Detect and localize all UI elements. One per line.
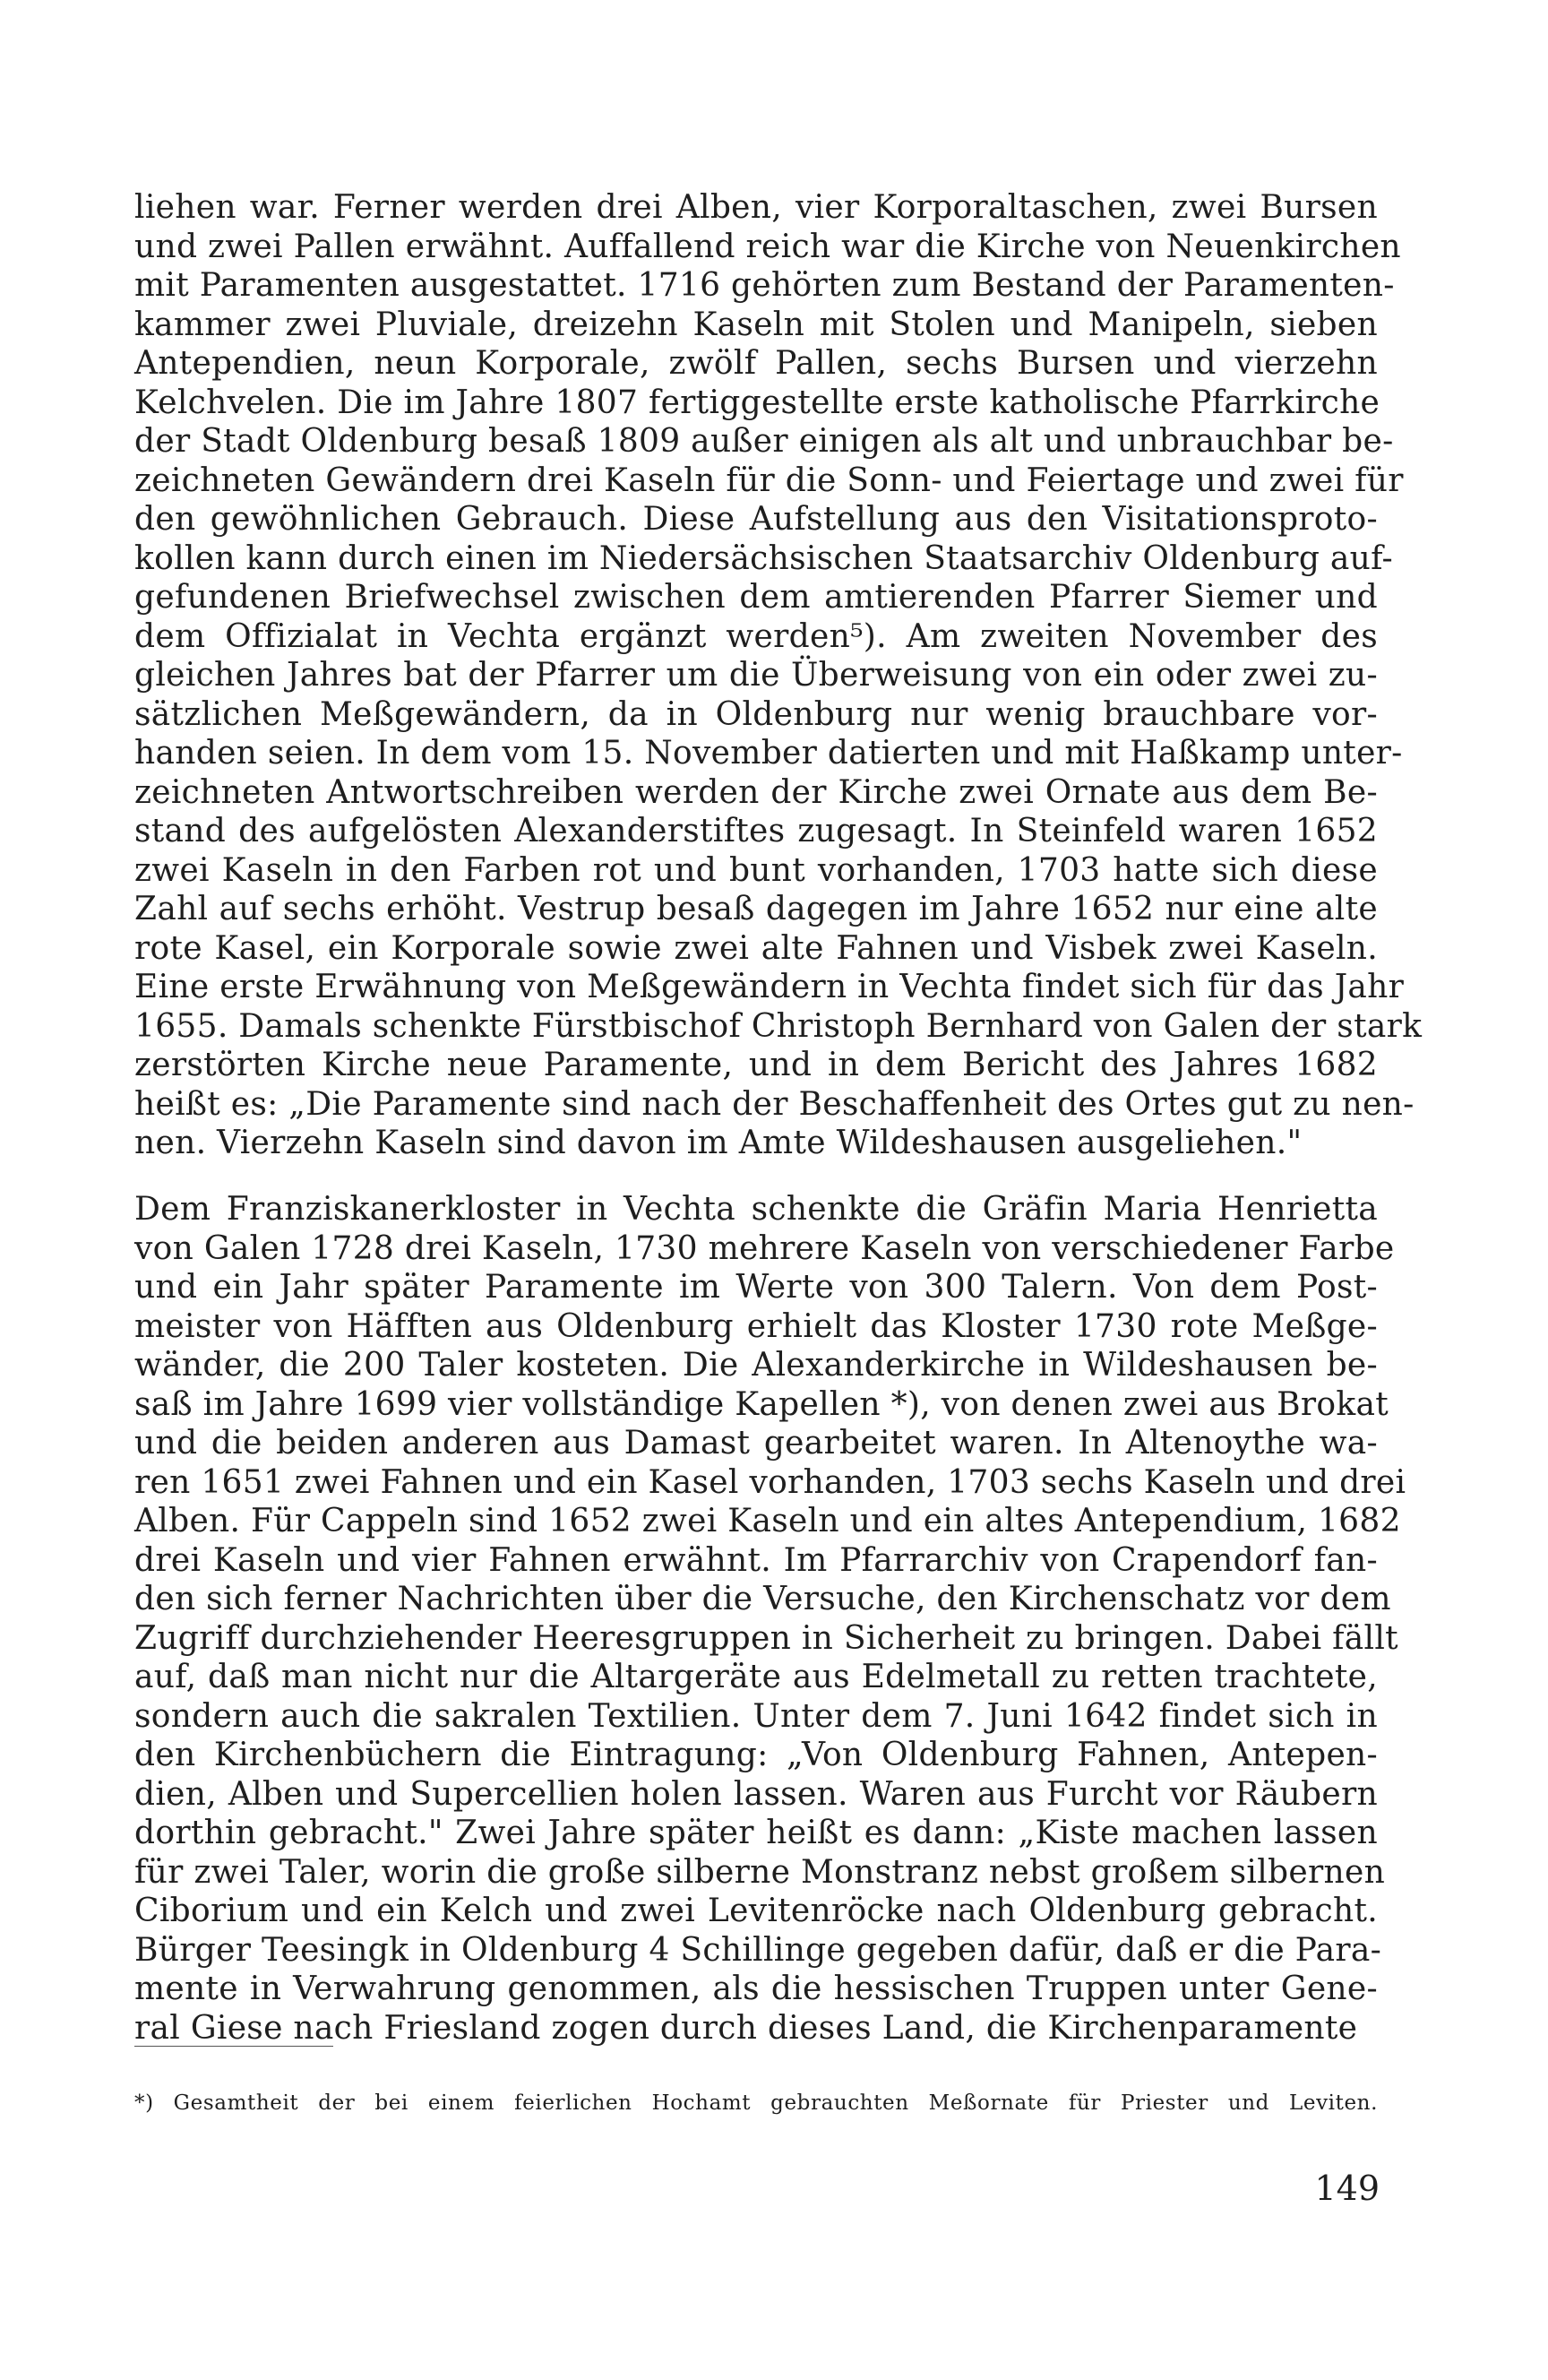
page-number: 149 <box>1314 2169 1380 2208</box>
text-line: nen. Vierzehn Kaseln sind davon im Amte Wildeshausen ausgeliehen." <box>134 1125 1303 1161</box>
footnote-separator <box>134 2046 333 2047</box>
text-line: rote Kasel, ein Korporale sowie zwei alte Fahnen und Visbek zwei Kaseln. <box>134 929 1378 967</box>
text-line: zeichneten Antwortschreiben werden der Kirche zwei Ornate aus dem Be- <box>134 773 1378 811</box>
text-line: dorthin gebracht." Zwei Jahre später heißt es dann: „Kiste machen lassen <box>134 1815 1378 1851</box>
text-line: ren 1651 zwei Fahnen und ein Kasel vorhanden, 1703 sechs Kaseln und drei <box>134 1463 1406 1501</box>
text-line: den gewöhnlichen Gebrauch. Diese Aufstellung aus den Visitationsproto- <box>134 501 1378 538</box>
text-line: kollen kann durch einen im Niedersächsischen Staatsarchiv Oldenburg auf- <box>134 539 1393 577</box>
text-line: heißt es: „Die Paramente sind nach der Beschaffenheit des Ortes gut zu nen- <box>134 1085 1415 1123</box>
text-line: saß im Jahre 1699 vier vollständige Kapellen *), von denen zwei aus Brokat <box>134 1385 1389 1423</box>
text-line: und zwei Pallen erwähnt. Auffallend reich war die Kirche von Neuenkirchen <box>134 228 1401 265</box>
text-line: auf, daß man nicht nur die Altargeräte aus Edelmetall zu retten trachtete, <box>134 1659 1378 1695</box>
text-line: mit Paramenten ausgestattet. 1716 gehörten zum Bestand der Paramenten- <box>134 267 1395 304</box>
text-line: stand des aufgelösten Alexanderstiftes zugesagt. In Steinfeld waren 1652 <box>134 813 1378 849</box>
text-line: gleichen Jahres bat der Pfarrer um die Überweisung von ein oder zwei zu- <box>134 657 1378 694</box>
body-paragraph-1 <box>134 188 1423 1163</box>
text-line: meister von Häfften aus Oldenburg erhielt das Kloster 1730 rote Meßge- <box>134 1307 1378 1345</box>
text-line: der Stadt Oldenburg besaß 1809 außer einigen als alt und unbrauchbar be- <box>134 423 1394 460</box>
text-line: kammer zwei Pluviale, dreizehn Kaseln mit Stolen und Manipeln, sieben <box>134 306 1378 343</box>
text-line: und die beiden anderen aus Damast gearbeitet waren. In Altenoythe wa- <box>134 1425 1378 1462</box>
text-line: liehen war. Ferner werden drei Alben, vier Korporaltaschen, zwei Bursen <box>134 189 1378 226</box>
body-paragraph-2 <box>134 1190 1406 2048</box>
text-line: Dem Franziskanerkloster in Vechta schenkte die Gräfin Maria Henrietta <box>134 1191 1378 1228</box>
text-line: dien, Alben und Supercellien holen lassen. Waren aus Furcht vor Räubern <box>134 1775 1378 1813</box>
footnote: *) Gesamtheit der bei einem feierlichen Hochamt gebrauchten Meßornate für Priester und Leviten. <box>134 2091 1378 2115</box>
text-line: dem Offizialat in Vechta ergänzt werden⁵). Am zweiten November des <box>134 617 1378 655</box>
text-line: und ein Jahr später Paramente im Werte von 300 Talern. Von dem Post- <box>134 1269 1378 1306</box>
text-line: sätzlichen Meßgewändern, da in Oldenburg nur wenig brauchbare vor- <box>134 695 1378 733</box>
text-line: den sich ferner Nachrichten über die Versuche, den Kirchenschatz vor dem <box>134 1581 1391 1617</box>
text-line: von Galen 1728 drei Kaseln, 1730 mehrere Kaseln von verschiedener Farbe <box>134 1229 1395 1267</box>
text-line: wänder, die 200 Taler kosteten. Die Alexanderkirche in Wildeshausen be- <box>134 1347 1378 1384</box>
text-line: ral Giese nach Friesland zogen durch dieses Land, die Kirchenparamente <box>134 2009 1358 2047</box>
text-line: Alben. Für Cappeln sind 1652 zwei Kaseln und ein altes Antependium, 1682 <box>134 1503 1401 1539</box>
text-line: zerstörten Kirche neue Paramente, und in dem Bericht des Jahres 1682 <box>134 1047 1378 1083</box>
text-line: zwei Kaseln in den Farben rot und bunt vorhanden, 1703 hatte sich diese <box>134 851 1378 889</box>
text-line: Eine erste Erwähnung von Meßgewändern in Vechta findet sich für das Jahr <box>134 969 1405 1005</box>
text-line: für zwei Taler, worin die große silberne Monstranz nebst großem silbernen <box>134 1853 1386 1891</box>
text-line: Kelchvelen. Die im Jahre 1807 fertiggestellte erste katholische Pfarrkirche <box>134 384 1380 421</box>
text-line: sondern auch die sakralen Textilien. Unter dem 7. Juni 1642 findet sich in <box>134 1697 1378 1735</box>
text-line: mente in Verwahrung genommen, als die hessischen Truppen unter Gene- <box>134 1970 1378 2007</box>
text-line: 1655. Damals schenkte Fürstbischof Christoph Bernhard von Galen der stark <box>134 1007 1423 1045</box>
text-line: Antependien, neun Korporale, zwölf Pallen, sechs Bursen und vierzehn <box>134 345 1378 382</box>
text-line: Zugriff durchziehender Heeresgruppen in Sicherheit zu bringen. Dabei fällt <box>134 1619 1398 1657</box>
text-line: zeichneten Gewändern drei Kaseln für die Sonn- und Feiertage und zwei für <box>134 461 1404 499</box>
text-line: drei Kaseln und vier Fahnen erwähnt. Im Pfarrarchiv von Crapendorf fan- <box>134 1541 1378 1579</box>
text-line: gefundenen Briefwechsel zwischen dem amtierenden Pfarrer Siemer und <box>134 579 1378 616</box>
text-line: Zahl auf sechs erhöht. Vestrup besaß dagegen im Jahre 1652 nur eine alte <box>134 891 1378 927</box>
text-line: Bürger Teesingk in Oldenburg 4 Schillinge gegeben dafür, daß er die Para- <box>134 1931 1382 1969</box>
text-line: den Kirchenbüchern die Eintragung: „Von Oldenburg Fahnen, Antepen- <box>134 1737 1378 1773</box>
text-line: handen seien. In dem vom 15. November datierten und mit Haßkamp unter- <box>134 735 1403 772</box>
text-line: Ciborium und ein Kelch und zwei Levitenröcke nach Oldenburg gebracht. <box>134 1893 1378 1929</box>
